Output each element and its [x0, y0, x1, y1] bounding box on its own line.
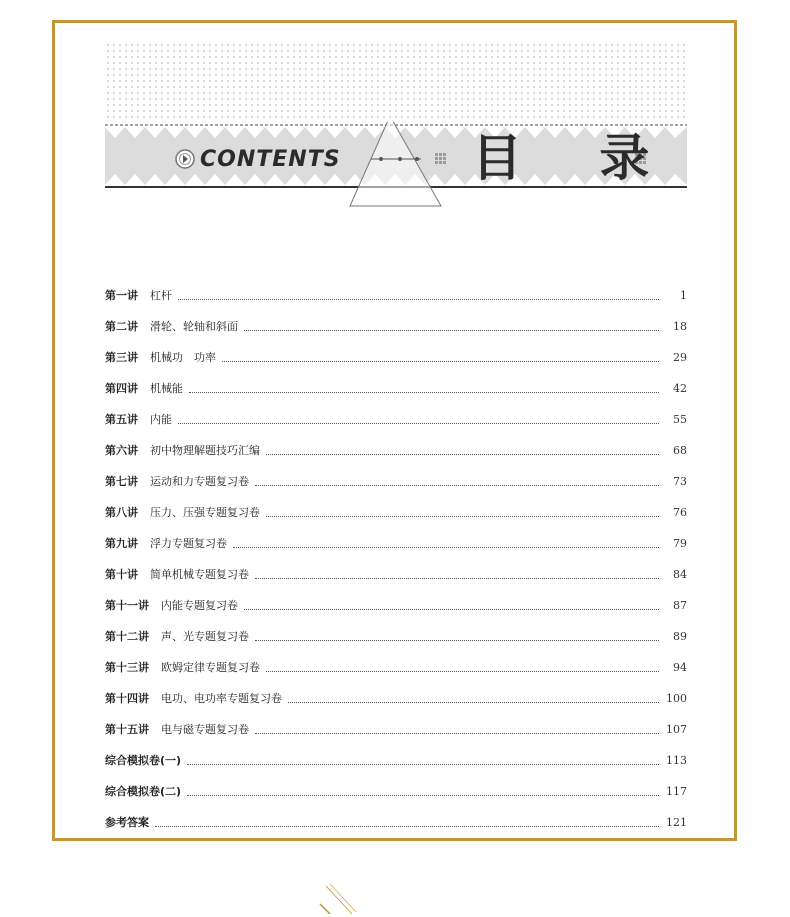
dot-leader	[255, 577, 659, 579]
dot-leader	[255, 732, 659, 734]
dot-leader	[266, 515, 659, 517]
toc-row[interactable]	[105, 621, 687, 652]
lecture-number: 第七讲	[105, 474, 138, 488]
dot-leader	[266, 453, 659, 455]
page-number: 94	[673, 660, 687, 674]
toc-row[interactable]	[105, 311, 687, 342]
lecture-title: 机械能	[150, 381, 183, 395]
toc-row[interactable]	[105, 497, 687, 528]
dot-leader	[266, 670, 659, 672]
lecture-number: 第八讲	[105, 505, 138, 519]
page-number: 84	[673, 567, 687, 581]
lecture-number: 第十三讲	[105, 660, 149, 674]
dot-leader	[255, 484, 659, 486]
lecture-number: 第四讲	[105, 381, 138, 395]
dot-leader	[189, 391, 659, 393]
toc-row[interactable]	[105, 373, 687, 404]
arrow-circle-icon	[176, 150, 194, 168]
contents-label: CONTENTS	[200, 147, 341, 172]
page-number: 29	[673, 350, 687, 364]
toc-row[interactable]	[105, 652, 687, 683]
lecture-number: 综合模拟卷(二)	[105, 784, 182, 798]
toc-row[interactable]	[105, 528, 687, 559]
grid-square-icon	[435, 153, 446, 164]
dot-leader	[222, 360, 659, 362]
page-number: 87	[673, 598, 687, 612]
page-number: 42	[673, 381, 687, 395]
lecture-number: 综合模拟卷(一)	[105, 753, 182, 767]
dot-leader	[233, 546, 659, 548]
lecture-title: 运动和力专题复习卷	[150, 474, 249, 488]
lecture-number: 第一讲	[105, 288, 138, 302]
lecture-number: 第十二讲	[105, 629, 149, 643]
lecture-title: 机械功 功率	[150, 350, 216, 364]
lecture-number: 第二讲	[105, 319, 138, 333]
lecture-title: 初中物理解题技巧汇编	[150, 443, 260, 457]
page-number: 68	[673, 443, 687, 457]
dot-leader	[244, 329, 659, 331]
toc-row[interactable]	[105, 342, 687, 373]
lecture-title: 电功、电功率专题复习卷	[161, 691, 282, 705]
lecture-title: 压力、压强专题复习卷	[150, 505, 260, 519]
toc-row[interactable]	[105, 559, 687, 590]
toc-row[interactable]	[105, 435, 687, 466]
dot-leader	[155, 825, 659, 827]
page-number: 121	[666, 815, 687, 829]
dot-leader	[187, 763, 659, 765]
dot-leader	[178, 422, 659, 424]
dot-pattern-background	[105, 42, 687, 122]
lecture-number: 第十讲	[105, 567, 138, 581]
toc-row[interactable]	[105, 280, 687, 311]
toc-row[interactable]	[105, 776, 687, 807]
lecture-title: 内能专题复习卷	[161, 598, 238, 612]
toc-row[interactable]	[105, 404, 687, 435]
page-number: 73	[673, 474, 687, 488]
diagonal-lines-ornament	[316, 884, 356, 914]
toc-row[interactable]	[105, 590, 687, 621]
lecture-number: 参考答案	[105, 815, 149, 829]
lecture-title: 内能	[150, 412, 172, 426]
page-number: 55	[673, 412, 687, 426]
lecture-number: 第九讲	[105, 536, 138, 550]
lecture-number: 第五讲	[105, 412, 138, 426]
lecture-title: 声、光专题复习卷	[161, 629, 249, 643]
page-number: 107	[666, 722, 687, 736]
dot-leader	[288, 701, 659, 703]
table-of-contents	[105, 280, 687, 838]
page-number: 79	[673, 536, 687, 550]
lecture-title: 欧姆定律专题复习卷	[161, 660, 260, 674]
toc-row[interactable]	[105, 807, 687, 838]
toc-row[interactable]	[105, 683, 687, 714]
lecture-number: 第十一讲	[105, 598, 149, 612]
page-number: 1	[680, 288, 687, 302]
page-title: 目 录	[472, 129, 680, 187]
lecture-title: 杠杆	[150, 288, 172, 302]
lecture-title: 电与磁专题复习卷	[161, 722, 249, 736]
dot-leader	[244, 608, 659, 610]
lecture-number: 第十五讲	[105, 722, 149, 736]
page-number: 113	[666, 753, 687, 767]
lecture-title: 简单机械专题复习卷	[150, 567, 249, 581]
lecture-title: 滑轮、轮轴和斜面	[150, 319, 238, 333]
lecture-number: 第十四讲	[105, 691, 149, 705]
lecture-number: 第六讲	[105, 443, 138, 457]
dot-leader	[187, 794, 659, 796]
dot-leader	[178, 298, 659, 300]
toc-row[interactable]	[105, 714, 687, 745]
lecture-number: 第三讲	[105, 350, 138, 364]
page-number: 76	[673, 505, 687, 519]
page-number: 89	[673, 629, 687, 643]
page-number: 18	[673, 319, 687, 333]
toc-row[interactable]	[105, 466, 687, 497]
toc-row[interactable]	[105, 745, 687, 776]
page-number: 100	[666, 691, 687, 705]
page-number: 117	[666, 784, 687, 798]
lecture-title: 浮力专题复习卷	[150, 536, 227, 550]
dot-leader	[255, 639, 659, 641]
